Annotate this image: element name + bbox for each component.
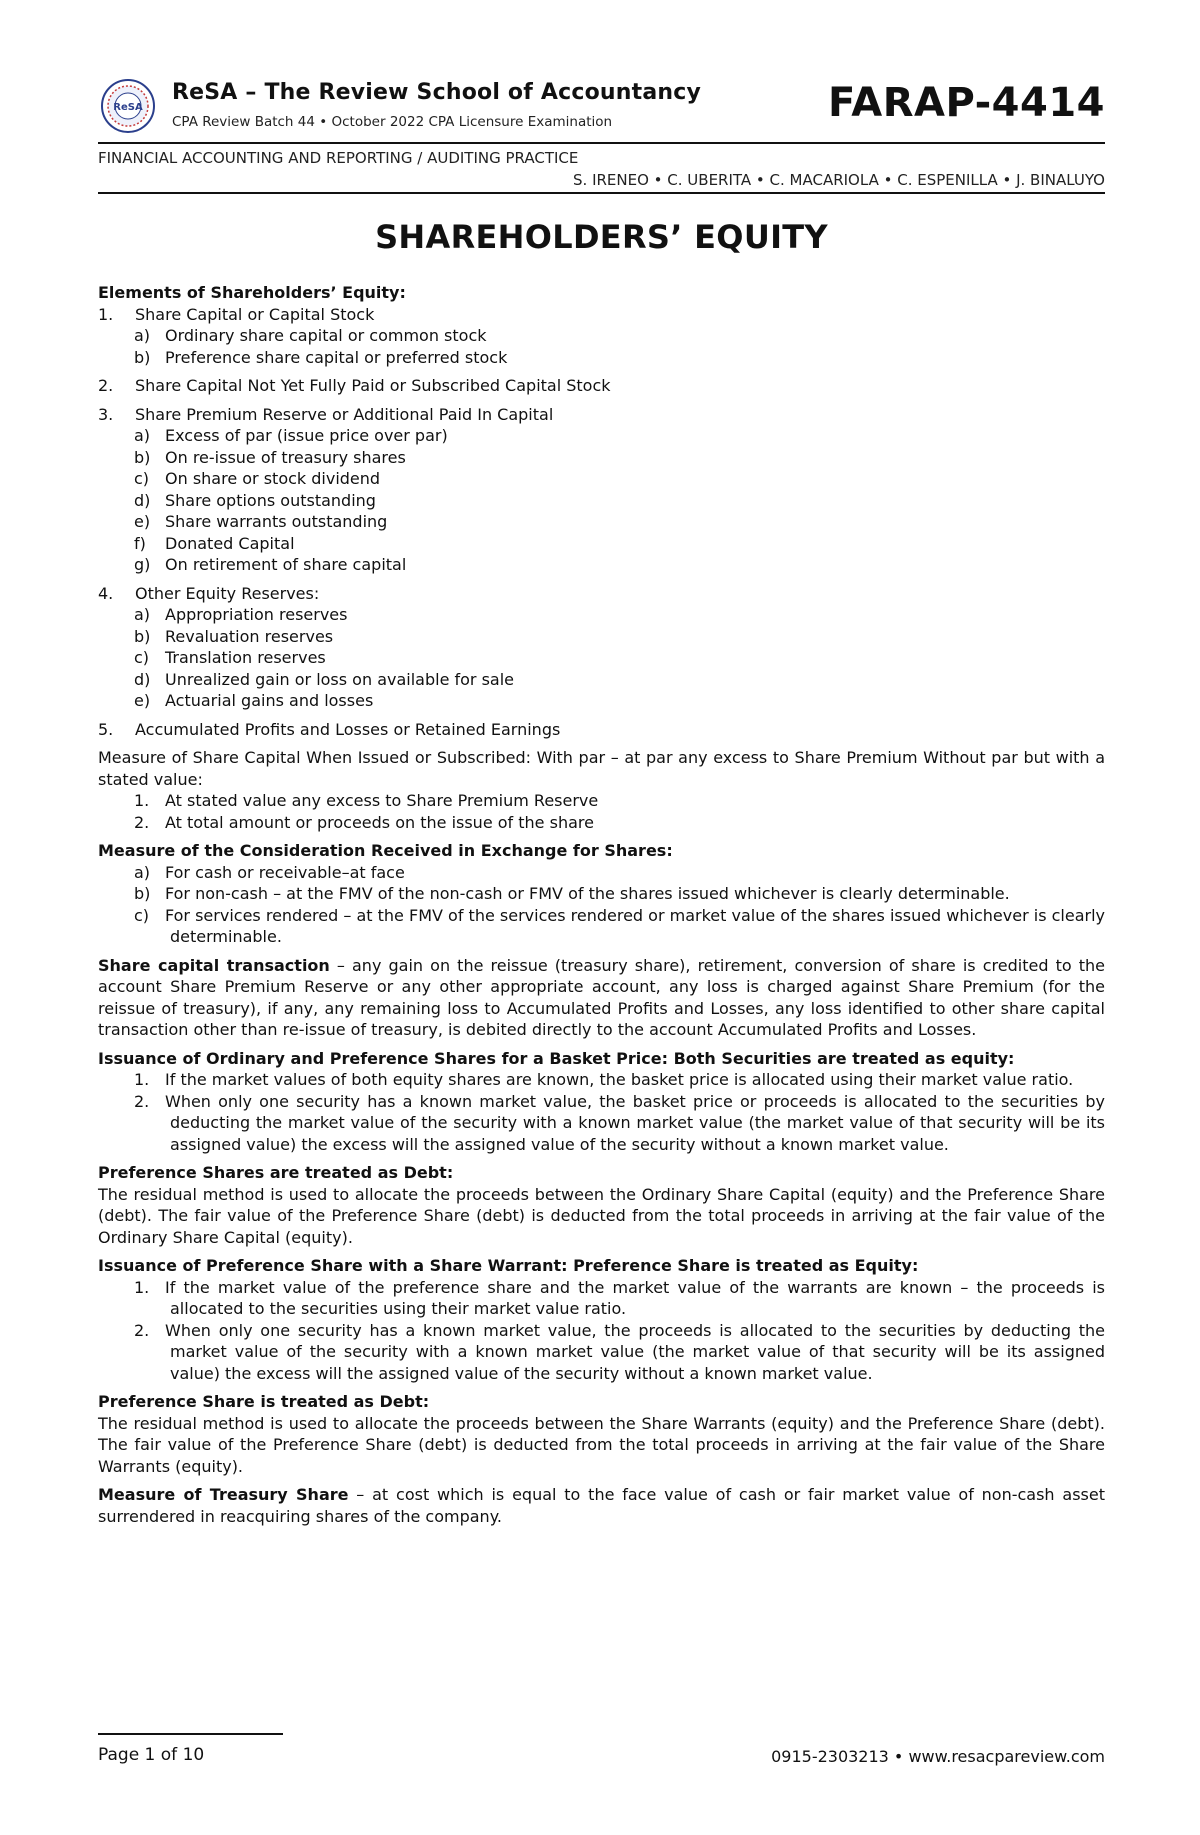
subject-line: FINANCIAL ACCOUNTING AND REPORTING / AUDITING PRACTICE bbox=[98, 149, 579, 167]
share-capital-transaction-paragraph bbox=[98, 955, 1105, 1041]
sub-list-letter: e) bbox=[134, 512, 151, 531]
list-marker: 2. bbox=[134, 1091, 150, 1111]
sub-list-text: Donated Capital bbox=[165, 533, 295, 553]
list-item bbox=[98, 790, 1105, 812]
sub-list-letter: b) bbox=[134, 347, 151, 367]
sub-list-text: Revaluation reserves bbox=[165, 626, 334, 646]
resa-logo-icon bbox=[100, 78, 156, 134]
page-number: Page 1 of 10 bbox=[98, 1745, 205, 1765]
list-marker: 1. bbox=[134, 791, 150, 810]
list-item bbox=[98, 375, 1105, 397]
list-marker: 2. bbox=[134, 1320, 150, 1340]
list-text: At total amount or proceeds on the issue of the share bbox=[165, 812, 594, 832]
list-item bbox=[98, 304, 1105, 326]
list-item bbox=[98, 404, 1105, 426]
sub-list-letter: b) bbox=[134, 626, 151, 646]
sub-list-item bbox=[98, 325, 1105, 347]
list-marker: 2. bbox=[134, 812, 150, 832]
section-heading: Elements of Shareholders’ Equity: bbox=[98, 283, 406, 302]
sub-list-text: Excess of par (issue price over par) bbox=[165, 426, 448, 445]
document-page bbox=[98, 70, 1105, 1526]
paragraph-text: – any gain on the reissue (treasury share), retirement, conversion of share is credited to the account Share Premium Reserve or any other appropriate account, any loss is charged against Share Premium (for the reissue of treasury), if any, any remaining loss to Accumulated Profits and Losses, any loss identified to other share capital transaction other than re-issue of treasury, is debited directly to the account Accumulated Profits and Losses. bbox=[98, 955, 1105, 1039]
sub-list-letter: d) bbox=[134, 669, 151, 689]
section-heading: Measure of the Consideration Received in Exchange for Shares: bbox=[98, 841, 673, 860]
paragraph-lead: Measure of Treasury Share bbox=[98, 1485, 349, 1504]
sub-list-item bbox=[98, 604, 1105, 626]
authors-line: S. IRENEO • C. UBERITA • C. MACARIOLA • C. ESPENILLA • J. BINALUYO bbox=[573, 171, 1105, 189]
batch-line: CPA Review Batch 44 • October 2022 CPA Licensure Examination bbox=[172, 114, 613, 130]
list-number: 4. bbox=[98, 583, 114, 603]
list-text: If the market value of the preference share and the market value of the warrants are known – the proceeds is allocated to the securities using their market value ratio. bbox=[165, 1277, 1105, 1318]
list-marker: a) bbox=[134, 862, 151, 882]
list-text: Accumulated Profits and Losses or Retained Earnings bbox=[135, 719, 561, 739]
sub-list-text: Translation reserves bbox=[165, 648, 326, 667]
sub-list-item bbox=[98, 425, 1105, 447]
paragraph-text: The residual method is used to allocate the proceeds between the Share Warrants (equity) and the Preference Share (debt). The fair value of the Preference Share (debt) is deducted from the total proceeds in arriving at the fair value of the Share Warrants (equity). bbox=[98, 1413, 1105, 1476]
sub-list-letter: c) bbox=[134, 648, 150, 667]
sub-list-text: On retirement of share capital bbox=[165, 555, 407, 574]
list-text: At stated value any excess to Share Premium Reserve bbox=[165, 791, 599, 810]
list-item bbox=[98, 1091, 1105, 1156]
sub-list-letter: e) bbox=[134, 691, 151, 710]
list-number: 2. bbox=[98, 376, 114, 395]
list-marker: b) bbox=[134, 884, 151, 903]
sub-list-item bbox=[98, 647, 1105, 669]
list-item bbox=[98, 1277, 1105, 1320]
sub-list-item bbox=[98, 511, 1105, 533]
sub-list-letter: c) bbox=[134, 469, 150, 488]
list-marker: 1. bbox=[134, 1070, 150, 1089]
list-text: For non-cash – at the FMV of the non-cash or FMV of the shares issued whichever is clearly determinable. bbox=[165, 884, 1010, 903]
list-number: 1. bbox=[98, 304, 114, 324]
section-heading: Issuance of Preference Share with a Share Warrant: Preference Share is treated as Equity: bbox=[98, 1256, 919, 1275]
sub-list-item bbox=[98, 347, 1105, 369]
list-item bbox=[98, 719, 1105, 741]
sub-list-letter: d) bbox=[134, 490, 151, 510]
list-text: Share Premium Reserve or Additional Paid In Capital bbox=[135, 404, 554, 424]
school-name: ReSA – The Review School of Accountancy bbox=[172, 80, 702, 105]
warrant-list bbox=[98, 1277, 1105, 1385]
sub-list-text: Share options outstanding bbox=[165, 490, 376, 510]
list-item bbox=[98, 583, 1105, 605]
sub-list-text: Appropriation reserves bbox=[165, 605, 348, 624]
sub-list-letter: a) bbox=[134, 426, 151, 445]
section-heading: Preference Share is treated as Debt: bbox=[98, 1392, 430, 1411]
sub-list-text: Actuarial gains and losses bbox=[165, 691, 374, 710]
sub-list-item bbox=[98, 690, 1105, 712]
list-number: 5. bbox=[98, 719, 114, 739]
list-text: Share Capital Not Yet Fully Paid or Subscribed Capital Stock bbox=[135, 376, 611, 395]
sub-list-text: Preference share capital or preferred stock bbox=[165, 347, 508, 367]
paragraph-lead: Share capital transaction bbox=[98, 955, 330, 975]
list-text: If the market values of both equity shares are known, the basket price is allocated using their market value ratio. bbox=[165, 1070, 1074, 1089]
basket-list bbox=[98, 1069, 1105, 1155]
sub-list-letter: g) bbox=[134, 555, 151, 574]
sub-list-letter: f) bbox=[134, 533, 146, 553]
svg-text:ReSA: ReSA bbox=[113, 102, 143, 113]
sub-list-item bbox=[98, 554, 1105, 576]
contact-info: 0915-2303213 • www.resacpareview.com bbox=[771, 1747, 1105, 1766]
list-text: For services rendered – at the FMV of the services rendered or market value of the shares issued whichever is clearly determinable. bbox=[165, 905, 1105, 946]
sub-list-item bbox=[98, 626, 1105, 648]
sub-list-item bbox=[98, 533, 1105, 555]
measure-capital-list bbox=[98, 790, 1105, 833]
list-item bbox=[98, 883, 1105, 905]
measure-capital-text: Measure of Share Capital When Issued or Subscribed: With par – at par any excess to Share Premium Without par but with a stated value: bbox=[98, 748, 1105, 789]
list-marker: c) bbox=[134, 905, 150, 925]
sub-list-letter: a) bbox=[134, 326, 151, 345]
header-rule bbox=[98, 142, 1105, 144]
treasury-paragraph bbox=[98, 1484, 1105, 1527]
header bbox=[98, 70, 1105, 189]
list-item bbox=[98, 1320, 1105, 1385]
header-rule-bottom bbox=[98, 192, 1105, 194]
list-item bbox=[98, 1069, 1105, 1091]
consideration-list bbox=[98, 862, 1105, 948]
list-text: When only one security has a known market value, the basket price or proceeds is allocated to the securities by deducting the market value of the security with a known market value (the market value of that security will be its assigned value) the excess will the assigned value of the security without a known market value. bbox=[165, 1091, 1105, 1154]
sub-list-item bbox=[98, 447, 1105, 469]
footer-rule bbox=[98, 1733, 283, 1735]
paragraph-text: The residual method is used to allocate the proceeds between the Ordinary Share Capital (equity) and the Preference Share (debt). The fair value of the Preference Share (debt) is deducted from the total proceeds in arriving at the fair value of the Ordinary Share Capital (equity). bbox=[98, 1184, 1105, 1247]
sub-list-text: On re-issue of treasury shares bbox=[165, 447, 406, 467]
document-code: FARAP-4414 bbox=[828, 80, 1105, 126]
list-text: Share Capital or Capital Stock bbox=[135, 304, 375, 324]
list-item bbox=[98, 905, 1105, 948]
sub-list-letter: a) bbox=[134, 605, 151, 624]
sub-list-text: Share warrants outstanding bbox=[165, 512, 388, 531]
sub-list-item bbox=[98, 468, 1105, 490]
section-heading: Preference Shares are treated as Debt: bbox=[98, 1163, 454, 1182]
list-text: For cash or receivable–at face bbox=[165, 862, 405, 882]
elements-list bbox=[98, 304, 1105, 741]
sub-list-text: On share or stock dividend bbox=[165, 469, 381, 488]
list-item bbox=[98, 862, 1105, 884]
page-title: SHAREHOLDERS’ EQUITY bbox=[375, 218, 828, 256]
list-number: 3. bbox=[98, 404, 114, 424]
sub-list-item bbox=[98, 490, 1105, 512]
list-text: Other Equity Reserves: bbox=[135, 583, 320, 603]
list-text: When only one security has a known market value, the proceeds is allocated to the securities by deducting the market value of the security with a known market value (the market value of that security will be its assigned value) the excess will the assigned value of the security without a known market value. bbox=[165, 1320, 1105, 1383]
document-body bbox=[98, 282, 1105, 1527]
sub-list-item bbox=[98, 669, 1105, 691]
list-marker: 1. bbox=[134, 1277, 150, 1297]
sub-list-text: Ordinary share capital or common stock bbox=[165, 326, 487, 345]
list-item bbox=[98, 812, 1105, 834]
paragraph-text: – at cost which is equal to the face value of cash or fair market value of non-cash asset surrendered in reacquiring shares of the company. bbox=[98, 1485, 1105, 1526]
section-heading: Issuance of Ordinary and Preference Shares for a Basket Price: Both Securities are treated as equity: bbox=[98, 1048, 1015, 1068]
sub-list-text: Unrealized gain or loss on available for sale bbox=[165, 669, 515, 689]
sub-list-letter: b) bbox=[134, 447, 151, 467]
